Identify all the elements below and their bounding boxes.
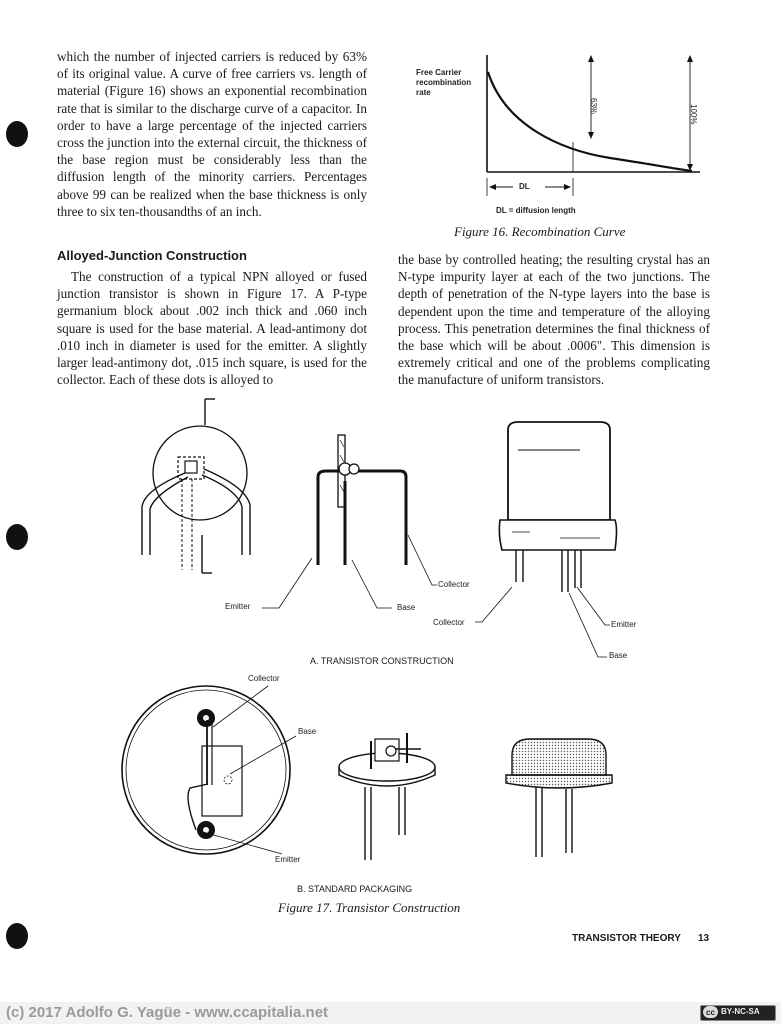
label-collector-a: Collector xyxy=(438,580,470,589)
copyright-notice: (c) 2017 Adolfo G. Yagüe - www.ccapitalia.net xyxy=(6,1004,329,1021)
figure-17a-leaders xyxy=(0,395,781,670)
label-collector-b: Collector xyxy=(248,674,280,683)
figure-16 xyxy=(410,50,720,250)
cc-icon: cc xyxy=(703,1006,718,1018)
graph-ylabel-3: rate xyxy=(416,88,431,97)
figure-17-caption: Figure 17. Transistor Construction xyxy=(278,900,461,915)
label-base-b: Base xyxy=(298,727,317,736)
copyright-bar xyxy=(0,1002,781,1024)
figure-17a xyxy=(0,395,781,670)
figure-16-caption: Figure 16. Recombination Curve xyxy=(454,224,626,239)
left-top-paragraph: which the number of injected carriers is reduced by 63% of its original value. A curve of free carriers vs. length of material (Figure 16) shows an exponential recombination rate that is similar to the discharge curve of a capacitor. In order to have a large percentage of the injected carriers cross the junction into the external circuit, the thickness of the base region must be considerably less than the diffusion length of the minority carriers. Percentages above 99 can be realized when the base thickness is only three to six ten-thousandths of an inch. xyxy=(57,49,367,219)
section-a-title: A. TRANSISTOR CONSTRUCTION xyxy=(310,656,454,666)
right-paragraph: the base by controlled heating; the resulting crystal has an N-type impurity layer at each of the two junctions. The depth of penetration of the N-type layers into the base is dependent upon the time and temperature of the alloying process. This penetration determines the final thickness of the base which will be about .0006". This dimension is extremely critical and one of the problems complicating the manufacture of uniform transistors. xyxy=(398,252,710,388)
graph-ylabel-2: recombination xyxy=(416,78,472,87)
label-emitter-case: Emitter xyxy=(611,620,637,629)
mark-63-percent: 63% xyxy=(589,98,598,115)
binder-hole-bottom xyxy=(6,923,28,949)
left-bottom-paragraph: The construction of a typical NPN alloyed or fused junction transistor is shown in Figure 17. A P-type germanium block about .002 inch thick and .060 inch square is used for the base material. A lead-antimony dot .010 inch in diameter is used for the emitter. A slightly larger lead-antimony dot, .015 inch square, is used for the collector. Each of these dots is alloyed to xyxy=(57,269,367,388)
package-open-drawing xyxy=(335,725,445,865)
running-footer-section: TRANSISTOR THEORY xyxy=(572,933,681,944)
page-number: 13 xyxy=(698,933,710,944)
figure-17b xyxy=(0,670,781,920)
graph-ylabel-1: Free Carrier xyxy=(416,68,462,77)
cc-license-badge[interactable] xyxy=(700,1005,776,1021)
license-label: BY-NC-SA xyxy=(721,1007,760,1016)
package-can-drawing xyxy=(500,735,620,865)
label-emitter-a: Emitter xyxy=(225,602,251,611)
binder-hole-top xyxy=(6,121,28,147)
section-heading: Alloyed-Junction Construction xyxy=(57,248,247,263)
label-base-a: Base xyxy=(397,603,416,612)
section-b-title: B. STANDARD PACKAGING xyxy=(297,884,413,894)
dl-legend: DL = diffusion length xyxy=(496,206,576,215)
label-collector-case: Collector xyxy=(433,618,465,627)
label-emitter-b: Emitter xyxy=(275,855,301,864)
label-base-case: Base xyxy=(609,651,628,660)
mark-100-percent: 100% xyxy=(689,104,698,125)
decay-curve xyxy=(488,72,692,171)
dl-label: DL xyxy=(519,182,530,191)
